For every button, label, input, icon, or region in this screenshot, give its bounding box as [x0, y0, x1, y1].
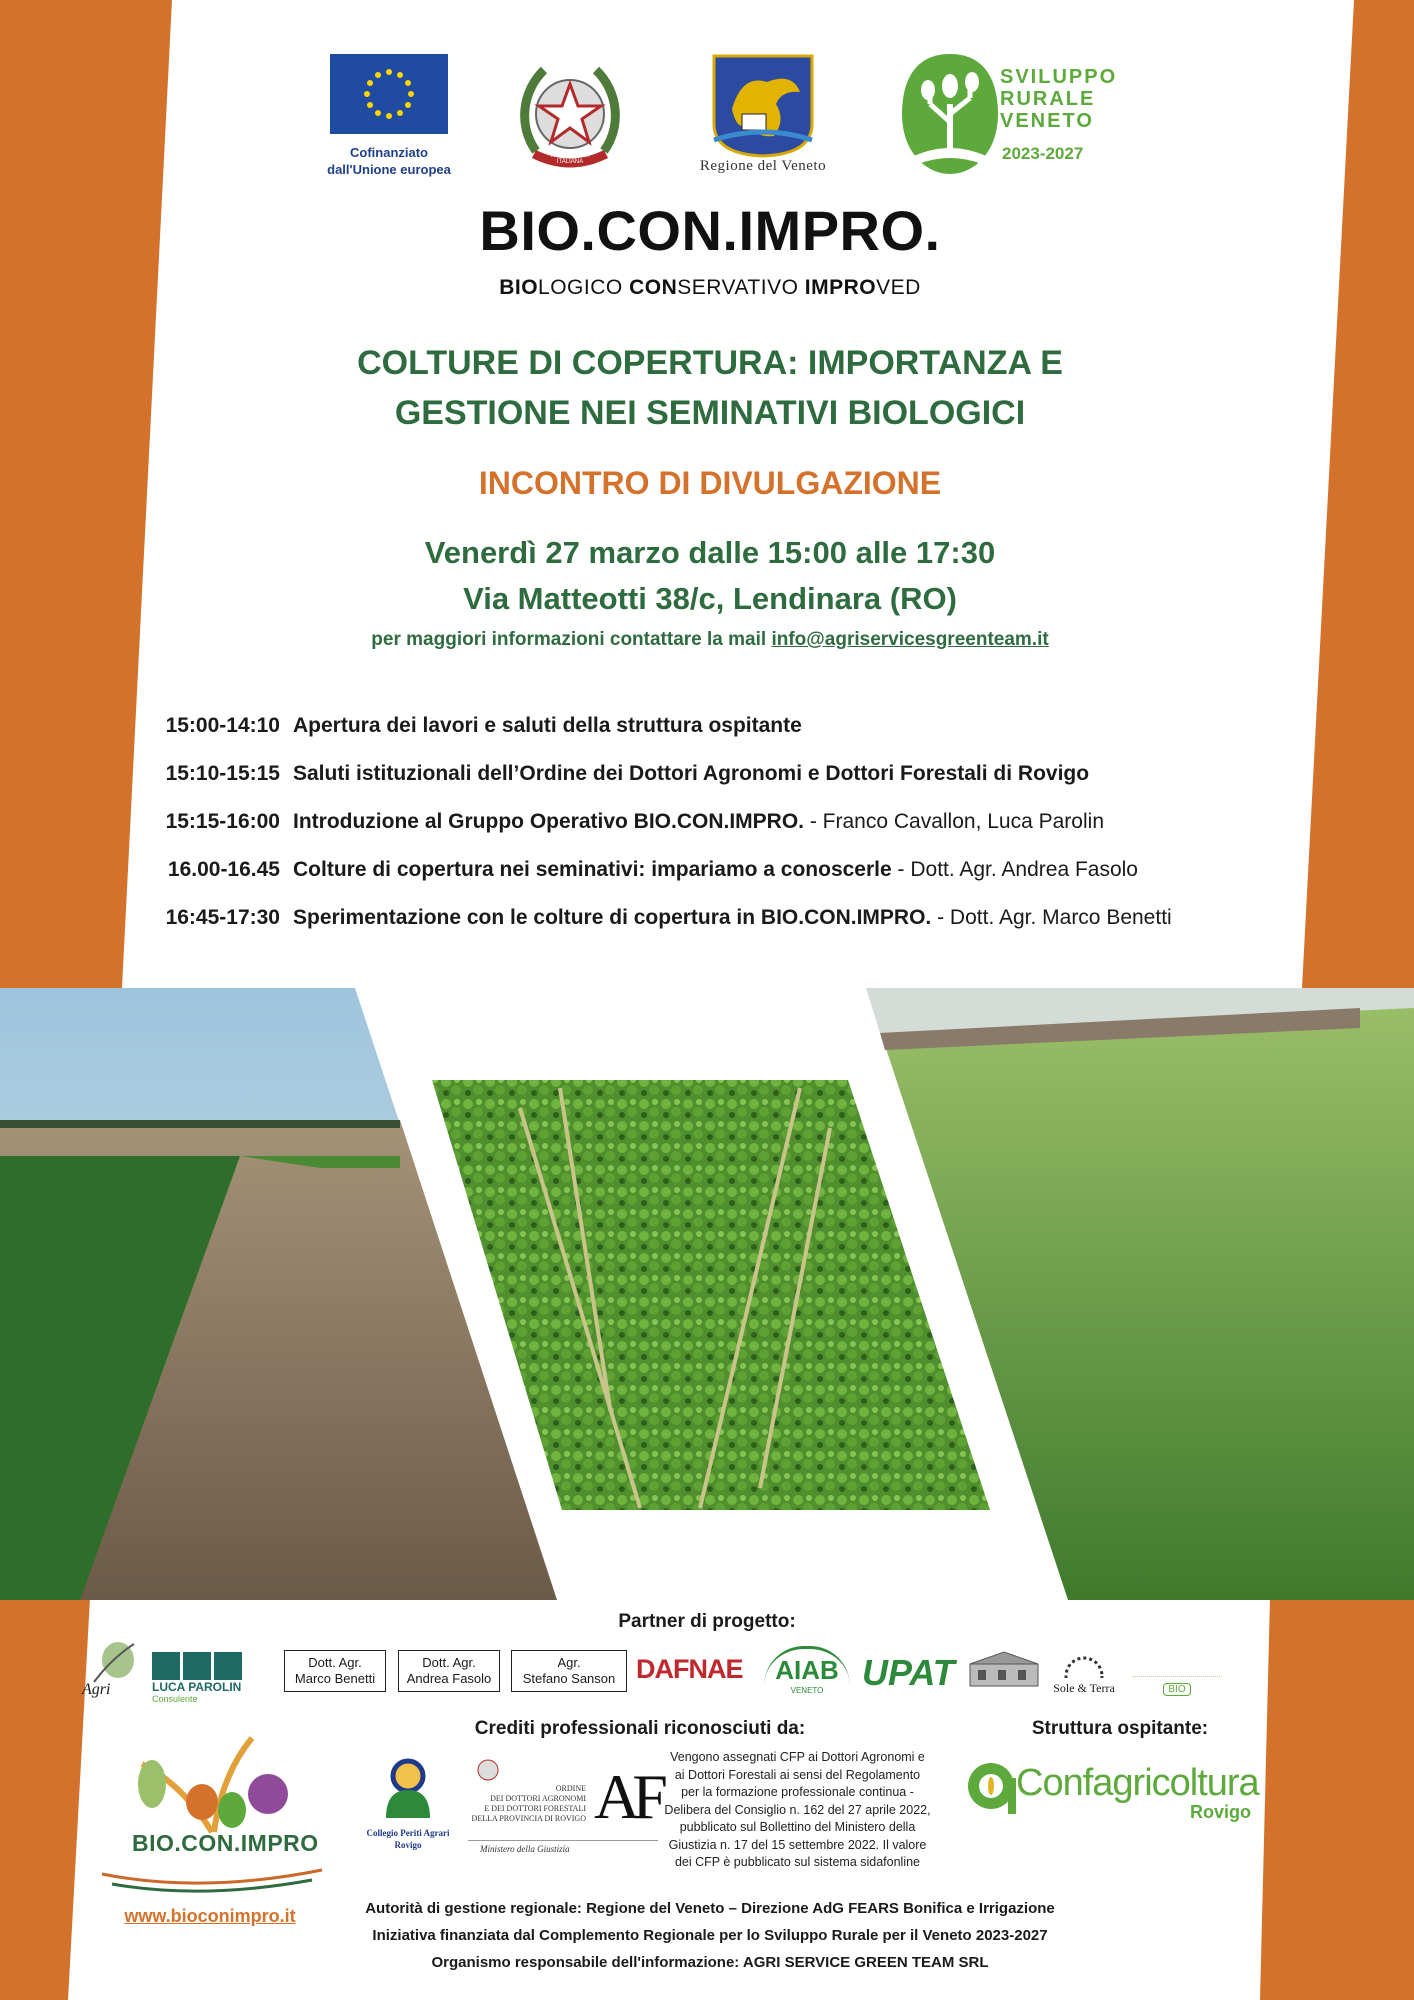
upat-logo: UPAT	[862, 1652, 955, 1693]
marco-benetti-box: Dott. Agr. Marco Benetti	[284, 1650, 386, 1692]
bioconimpro-logo: BIO.CON.IMPRO	[82, 1724, 342, 1900]
schedule-item: Apertura dei lavori e saluti della struttura ospitante	[293, 714, 802, 737]
contact-email-link[interactable]: info@agriservicesgreenteam.it	[771, 629, 1049, 650]
andrea-fasolo-box: Dott. Agr. Andrea Fasolo	[398, 1650, 500, 1692]
event-date: Venerdì 27 marzo dalle 15:00 alle 17:30	[424, 535, 996, 570]
sole-e-terra-logo: Sole & Terra	[1044, 1642, 1124, 1696]
footer-line-authority: Autorità di gestione regionale: Regione del Veneto – Direzione AdG FEARS Bonifica e Irrigazione	[365, 1900, 1055, 1917]
event-topic: COLTURE DI COPERTURA: IMPORTANZA E GESTIONE NEI SEMINATIVI BIOLOGICI	[357, 344, 1063, 432]
schedule-time: 15:15-16:00	[165, 810, 280, 833]
project-subtitle: BIOLOGICO CONSERVATIVO IMPROVED	[499, 276, 921, 299]
eu-caption: Cofinanziato dall'Unione europea	[327, 145, 451, 177]
footer-line-funding: Iniziativa finanziata dal Complemento Regionale per lo Sviluppo Rurale per il Veneto 2023-2027	[372, 1927, 1048, 1944]
website-link[interactable]: www.bioconimpro.it	[124, 1906, 296, 1926]
regione-veneto-lion-logo	[712, 54, 814, 158]
schedule-item: Colture di copertura nei seminativi: impariamo a conoscerle - Dott. Agr. Andrea Fasolo	[293, 858, 1138, 881]
regione-veneto-caption: Regione del Veneto	[699, 158, 827, 174]
schedule-row	[150, 906, 1300, 936]
schedule-time: 15:00-14:10	[165, 714, 280, 737]
schedule-item: Introduzione al Gruppo Operativo BIO.CON.IMPRO. - Franco Cavallon, Luca Parolin	[293, 810, 1104, 833]
agri-logo: Agri	[82, 1638, 140, 1708]
project-title: BIO.CON.IMPRO.	[479, 199, 941, 262]
stefano-sanson-box: Agr. Stefano Sanson	[511, 1650, 627, 1692]
schedule-time: 16.00-16.45	[167, 858, 280, 881]
schedule-item: Sperimentazione con le colture di copertura in BIO.CON.IMPRO. - Dott. Agr. Marco Benetti	[293, 906, 1172, 929]
bio-farm-logo: BIO	[1132, 1648, 1222, 1696]
photo-clover	[432, 1080, 990, 1510]
contact-info: per maggiori informazioni contattare la mail info@agriservicesgreenteam.it	[371, 629, 1049, 650]
cfp-notice: Vengono assegnati CFP ai Dottori Agronomi e ai Dottori Forestali ai sensi del Regolamento per la formazione professionale continua - Delibera del Consiglio n. 162 del 27 aprile 2022, pubblicato sul Bollettino del Ministero della Giustizia n. 17 del 15 settembre 2022. Il valore dei CFP è pubblicato sul sistema sidafonline	[664, 1750, 931, 1869]
collegio-periti-logo: Collegio Periti Agrari Rovigo	[358, 1756, 458, 1851]
cantina-building-logo	[968, 1650, 1042, 1692]
schedule-row	[150, 714, 1300, 744]
confagricoltura-logo: Confagricoltura Rovigo	[966, 1758, 1256, 1820]
partners-title: Partner di progetto:	[618, 1611, 796, 1632]
host-title: Struttura ospitante:	[1031, 1718, 1209, 1739]
schedule-row	[150, 810, 1300, 840]
event-venue: Via Matteotti 38/c, Lendinara (RO)	[463, 581, 957, 616]
eu-flag-logo	[330, 54, 448, 134]
ordine-agronomi-logo: ORDINE DEI DOTTORI AGRONOMI E DEI DOTTORI FORESTALI DELLA PROVINCIA DI ROVIGO AF Ministero della Giustizia	[468, 1758, 658, 1787]
schedule-time: 16:45-17:30	[165, 906, 280, 929]
event-type: INCONTRO DI DIVULGAZIONE	[478, 465, 942, 501]
schedule-time: 15:10-15:15	[165, 762, 280, 785]
aiab-logo: AIAB VENETO	[764, 1646, 850, 1695]
emblem-ribbon-text: REPUBBLICA ITALIANA	[550, 153, 589, 165]
schedule-item: Saluti istituzionali dell’Ordine dei Dottori Agronomi e Dottori Forestali di Rovigo	[293, 762, 1090, 785]
schedule-row	[150, 762, 1300, 792]
footer-line-organism: Organismo responsabile dell'informazione: AGRI SERVICE GREEN TEAM SRL	[431, 1954, 989, 1971]
luca-parolin-logo: LUCA PAROLIN Consulente	[152, 1652, 277, 1704]
field-photos	[0, 988, 1414, 1600]
sviluppo-rurale-years: 2023-2027	[1002, 144, 1084, 163]
schedule-row	[150, 858, 1300, 888]
sviluppo-rurale-text: SVILUPPO RURALE VENETO	[1000, 66, 1118, 132]
italian-republic-emblem	[516, 56, 624, 172]
sviluppo-rurale-tree-icon	[900, 52, 1000, 176]
dafnae-logo: DAFNAE	[636, 1654, 743, 1684]
credits-title: Crediti professionali riconosciuti da:	[474, 1718, 806, 1739]
